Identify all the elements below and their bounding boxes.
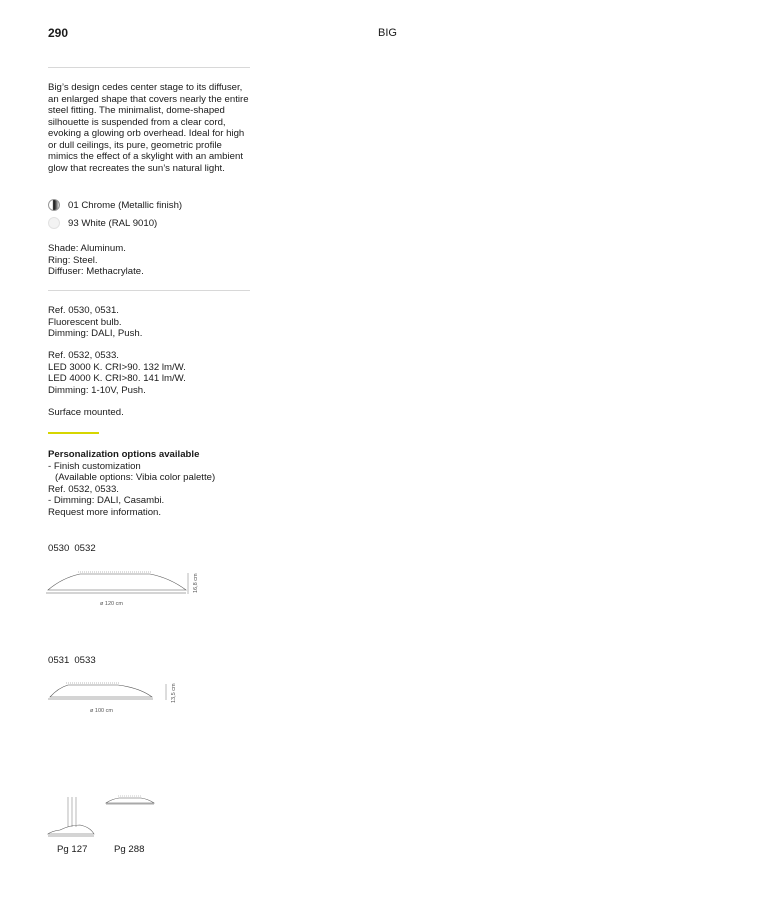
model-ref: 0532 bbox=[74, 543, 96, 554]
height-label: 16,8 cm bbox=[193, 573, 199, 593]
material-shade: Shade: Aluminum. bbox=[48, 243, 126, 254]
related-page-link[interactable]: Pg 127 bbox=[57, 844, 88, 855]
model-refs bbox=[48, 655, 96, 666]
model-ref: 0530 bbox=[48, 543, 70, 554]
ceiling-lamp-thumbnail-icon bbox=[104, 794, 156, 808]
lamp-diagram-large bbox=[40, 566, 210, 612]
height-label: 13,5 cm bbox=[171, 683, 177, 703]
specs-led bbox=[48, 350, 258, 396]
personalization bbox=[48, 449, 268, 518]
model-refs bbox=[48, 543, 96, 554]
spec-line: Fluorescent bulb. bbox=[48, 316, 122, 328]
personalization-line: (Available options: Vibia color palette) bbox=[55, 472, 216, 483]
personalization-line: - Finish customization bbox=[48, 460, 141, 472]
personalization-line: - Dimming: DALI, Casambi. bbox=[48, 495, 165, 506]
spec-line: LED 3000 K. CRI>90. 132 lm/W. bbox=[48, 361, 186, 373]
divider bbox=[48, 290, 250, 291]
page-number: 290 bbox=[48, 26, 69, 40]
spec-line: LED 4000 K. CRI>80. 141 lm/W. bbox=[48, 373, 186, 384]
related-page-link[interactable]: Pg 288 bbox=[114, 844, 145, 855]
product-name: BIG bbox=[378, 27, 397, 39]
pendant-lamp-thumbnail-icon bbox=[46, 795, 98, 839]
personalization-line: Request more information. bbox=[48, 506, 162, 518]
chrome-swatch-icon bbox=[48, 199, 60, 211]
diameter-label: ø 100 cm bbox=[90, 708, 113, 714]
lamp-diagram-small bbox=[40, 678, 190, 718]
materials bbox=[48, 243, 258, 278]
personalization-line: Ref. 0532, 0533. bbox=[48, 483, 119, 495]
white-swatch-icon bbox=[48, 217, 60, 229]
accent-divider bbox=[48, 432, 99, 434]
mounting: Surface mounted. bbox=[48, 407, 124, 418]
model-ref: 0533 bbox=[74, 655, 96, 666]
spec-line: Ref. 0532, 0533. bbox=[48, 350, 119, 361]
spec-line: Dimming: 1-10V, Push. bbox=[48, 384, 146, 396]
finish-chrome bbox=[48, 198, 182, 212]
finish-label: 93 White (RAL 9010) bbox=[68, 217, 158, 229]
finish-white bbox=[48, 216, 157, 230]
finish-label: 01 Chrome (Metallic finish) bbox=[68, 199, 183, 211]
material-diffuser: Diffuser: Methacrylate. bbox=[48, 266, 144, 277]
product-description: Big’s design cedes center stage to its diffuser, an enlarged shape that covers nearly the entire steel fitting. The minimalist, dome-shaped silhouette is suspended from a clear cord, evoking a glowing orb overhead. Ideal for high or dull ceilings, its pure, geometric profile mimics the effect of a skylight with an ambient glow that recreates the sun’s natural light. bbox=[48, 82, 249, 174]
spec-line: Dimming: DALI, Push. bbox=[48, 328, 143, 339]
diameter-label: ø 120 cm bbox=[100, 601, 123, 607]
specs-fluorescent bbox=[48, 305, 258, 340]
model-ref: 0531 bbox=[48, 655, 70, 666]
personalization-title: Personalization options available bbox=[48, 449, 200, 460]
divider bbox=[48, 67, 250, 68]
material-ring: Ring: Steel. bbox=[48, 254, 98, 266]
spec-line: Ref. 0530, 0531. bbox=[48, 305, 119, 316]
